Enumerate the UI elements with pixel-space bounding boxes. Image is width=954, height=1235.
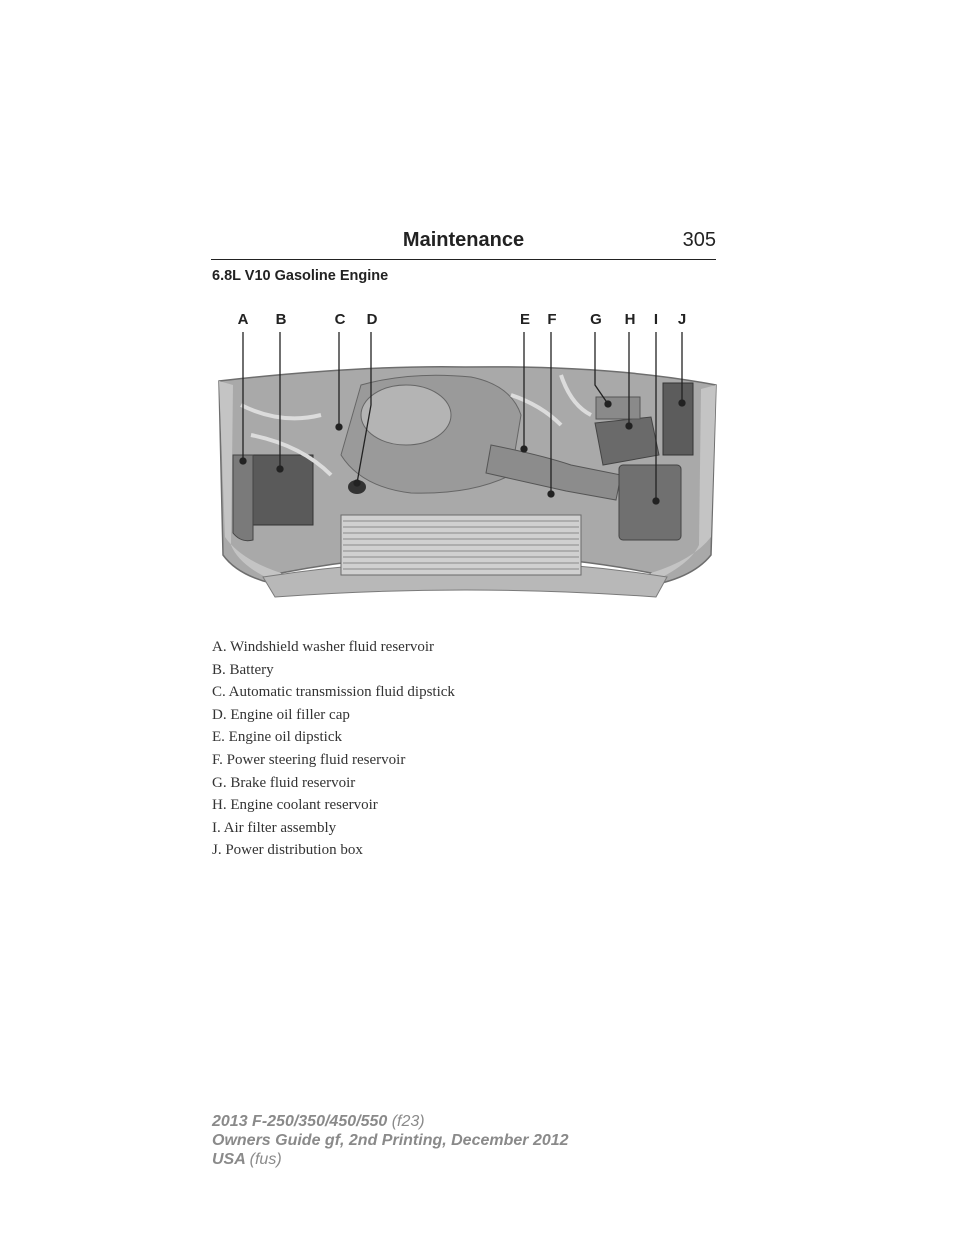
footer-line-2: Owners Guide gf, 2nd Printing, December 2012 [212, 1132, 569, 1149]
engine-compartment-figure [211, 305, 719, 605]
washer-reservoir-shape [233, 455, 253, 541]
power-distribution-box-shape [663, 383, 693, 455]
callout-g: G [590, 311, 602, 328]
legend-item: B. Battery [212, 661, 274, 678]
callout-d: D [366, 311, 378, 328]
page-footer [212, 1112, 569, 1169]
legend-item: D. Engine oil filler cap [212, 706, 350, 723]
air-filter-assembly [619, 465, 681, 540]
battery-shape [253, 455, 313, 525]
callout-b: B [275, 311, 287, 328]
legend-item: A. Windshield washer fluid reservoir [212, 639, 434, 655]
legend-item: H. Engine coolant reservoir [212, 797, 378, 814]
legend-item: E. Engine oil dipstick [212, 729, 342, 746]
component-legend [212, 636, 455, 862]
callout-j: J [677, 311, 687, 328]
footer-model: 2013 F-250/350/450/550 [212, 1113, 388, 1130]
callout-a: A [237, 311, 249, 328]
footer-line-1 [212, 1112, 569, 1131]
legend-item: I. Air filter assembly [212, 819, 337, 836]
legend-item: G. Brake fluid reservoir [212, 774, 356, 791]
callout-e: E [519, 311, 531, 328]
page-number: 305 [682, 229, 716, 251]
footer-model-code: (f23) [391, 1113, 425, 1130]
footer-market: USA [212, 1151, 246, 1168]
callout-h: H [624, 311, 636, 328]
callout-f: F [547, 311, 557, 328]
section-title: Maintenance [402, 229, 525, 251]
callout-c: C [334, 311, 346, 328]
footer-line-3 [212, 1150, 569, 1169]
footer-market-code: (fus) [249, 1151, 282, 1168]
engine-illustration [211, 305, 719, 605]
callout-i: I [653, 311, 659, 328]
page-header [211, 229, 716, 260]
legend-item: C. Automatic transmission fluid dipstick [212, 684, 455, 701]
legend-item: F. Power steering fluid reservoir [212, 751, 406, 768]
intake-manifold [361, 385, 451, 445]
legend-item: J. Power distribution box [212, 842, 363, 859]
brake-master-shape [596, 397, 640, 419]
engine-subheading: 6.8L V10 Gasoline Engine [212, 268, 389, 284]
